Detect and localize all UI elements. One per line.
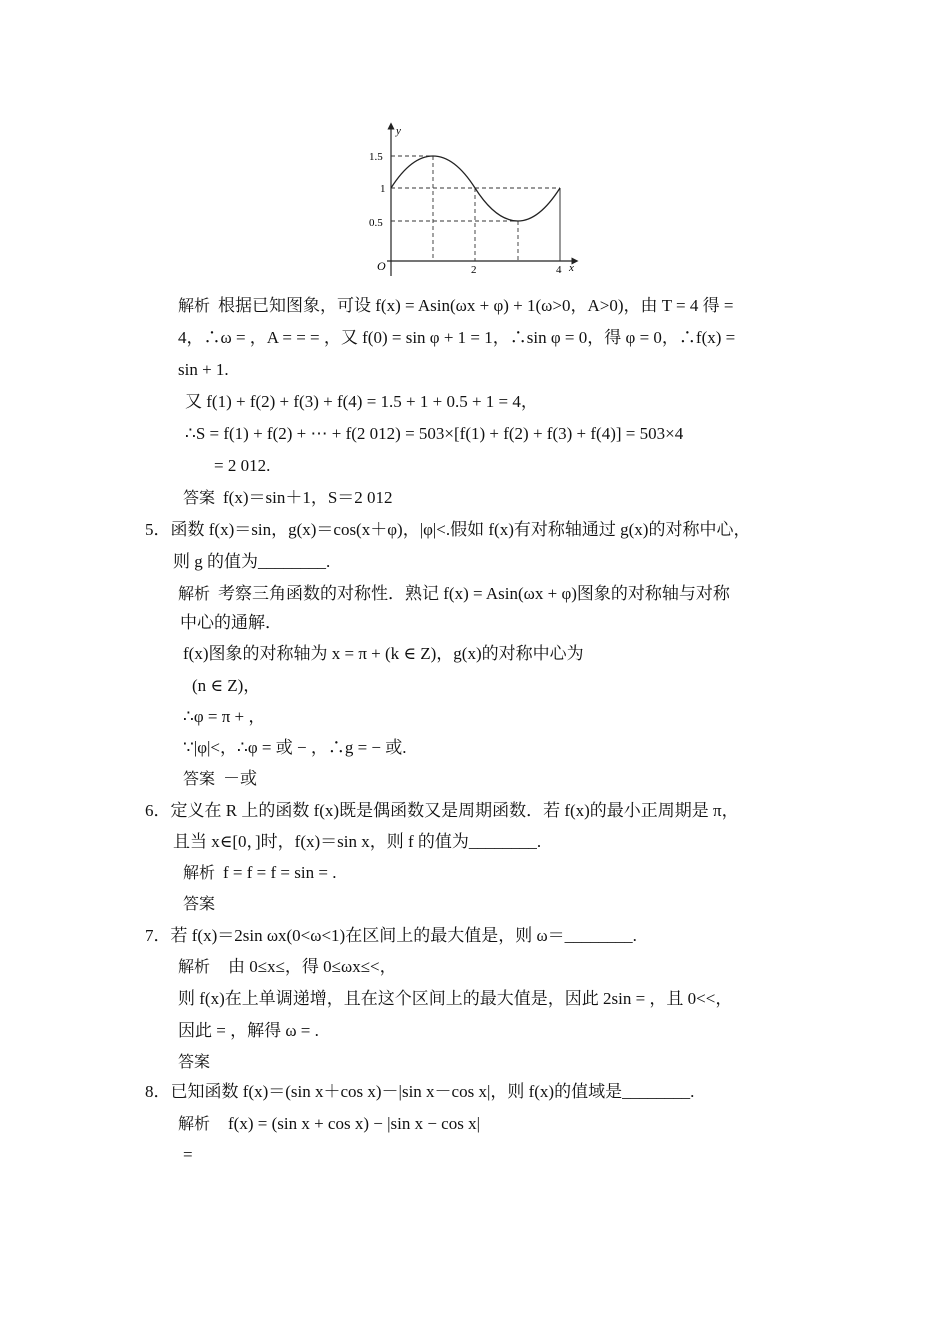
answer-label: 答案: [178, 1052, 211, 1071]
q7-solution-1: 解析 由 0≤x≤，得 0≤ωx≤<，: [178, 957, 397, 976]
q5-solution-3: f(x)图象的对称轴为 x = π + (k ∈ Z)，g(x)的对称中心为: [183, 644, 584, 663]
y-tick-1.5: 1.5: [369, 151, 383, 163]
x-tick-2: 2: [471, 264, 477, 276]
q7-line-1: 7．若 f(x)＝2sin ωx(0<ω<1)在区间上的最大值是，则 ω＝________.: [145, 926, 637, 945]
solution4-line-5: ∴S = f(1) + f(2) + ⋯ + f(2 012) = 503×[f(1) + f(2) + f(3) + f(4)] = 503×4: [185, 424, 684, 443]
solution4-answer: 答案 f(x)＝sin＋1，S＝2 012: [183, 488, 393, 507]
solution4-line-4: 又 f(1) + f(2) + f(3) + f(4) = 1.5 + 1 + 0.5 + 1 = 4，: [185, 392, 538, 411]
solution4-line-6: = 2 012.: [214, 456, 271, 475]
x-tick-4: 4: [556, 264, 562, 276]
answer-label: 答案: [183, 894, 216, 913]
sine-graph-figure: [365, 118, 585, 283]
q6-solution: 解析 f = f = f = sin = .: [183, 863, 337, 882]
y-tick-0.5: 0.5: [369, 217, 383, 229]
q8-solution-2: =: [183, 1145, 193, 1164]
q7-answer: [178, 1051, 218, 1073]
q8-solution-1: 解析 f(x) = (sin x + cos x) − |sin x − cos x|: [178, 1114, 480, 1133]
dashed-guides: [391, 156, 560, 261]
q5-answer: 答案 －或: [183, 769, 258, 788]
q6-line-1: 6．定义在 R 上的函数 f(x)既是偶函数又是周期函数．若 f(x)的最小正周期是 π，: [145, 801, 739, 820]
origin-label: O: [377, 259, 386, 273]
q5-line-2: 则 g 的值为________.: [173, 552, 331, 571]
y-axis-label: y: [396, 125, 401, 137]
solution4-line-2: 4，∴ω = ，A = = = ，又 f(0) = sin φ + 1 = 1，∴sin φ = 0，得 φ = 0，∴f(x) =: [178, 328, 736, 347]
solution4-line-1: 解析 根据已知图象，可设 f(x) = Asin(ωx + φ) + 1(ω>0，A>0)，由 T = 4 得 =: [178, 296, 734, 315]
q5-solution-2: 中心的通解．: [180, 613, 282, 632]
q7-solution-2: 则 f(x)在上单调递增，且在这个区间上的最大值是，因此 2sin = ，且 0<<，: [178, 989, 733, 1008]
analysis-label: 解析: [178, 1114, 211, 1133]
q5-line-1: 5．函数 f(x)＝sin，g(x)＝cos(x＋φ)，|φ|<.假如 f(x)有对称轴通过 g(x)的对称中心，: [145, 520, 751, 539]
sine-curve: [391, 156, 560, 221]
q6-line-2: 且当 x∈[0，]时，f(x)＝sin x，则 f 的值为________.: [173, 832, 542, 851]
analysis-label: 解析: [178, 584, 211, 603]
q7-solution-3: 因此 = ，解得 ω = .: [178, 1021, 319, 1040]
y-tick-1: 1: [380, 183, 386, 195]
analysis-label: 解析: [178, 296, 211, 315]
q6-answer: [183, 893, 223, 915]
solution4-line-3: sin + 1.: [178, 360, 229, 379]
q5-solution-6: ∵|φ|<，∴φ = 或 − ，∴g = − 或.: [183, 738, 407, 757]
answer-label: 答案: [183, 488, 216, 507]
x-axis-label: x: [569, 262, 574, 274]
answer-label: 答案: [183, 769, 216, 788]
q5-solution-5: ∴φ = π + ，: [183, 707, 266, 726]
analysis-label: 解析: [183, 863, 216, 882]
q5-solution-1: 解析 考察三角函数的对称性．熟记 f(x) = Asin(ωx + φ)图象的对称轴与对称: [178, 584, 730, 603]
q5-solution-4: (n ∈ Z)，: [192, 676, 261, 695]
q8-line-1: 8．已知函数 f(x)＝(sin x＋cos x)－|sin x－cos x|，则 f(x)的值域是________.: [145, 1082, 695, 1101]
analysis-label: 解析: [178, 957, 211, 976]
